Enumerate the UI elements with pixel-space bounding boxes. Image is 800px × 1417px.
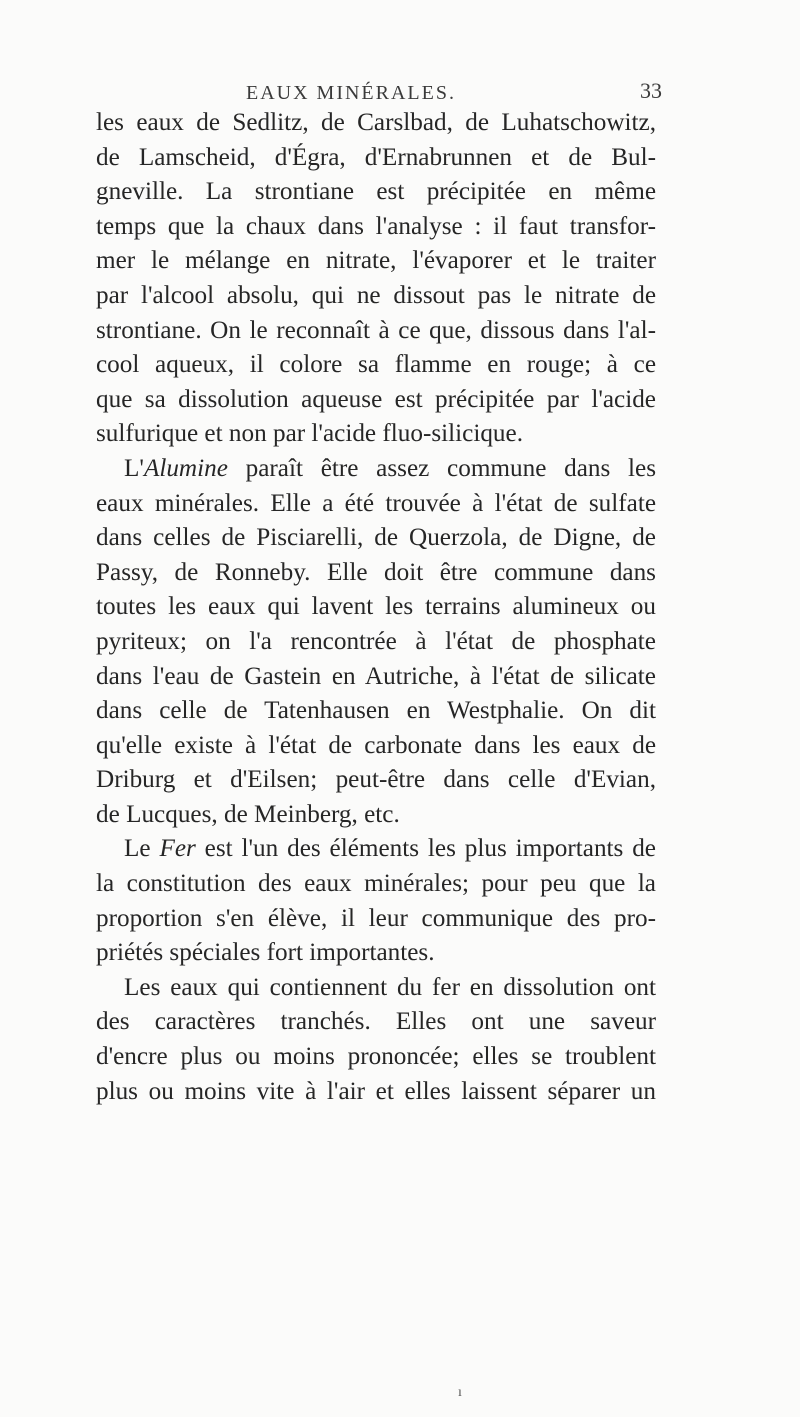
text-line: mer le mélange en nitrate, l'évaporer et le traiter [96, 247, 656, 275]
text-line: de Lucques, de Meinberg, etc. [96, 800, 400, 828]
text-line: des caractères tranchés. Elles ont une saveur [96, 1008, 656, 1036]
text-line: temps que la chaux dans l'analyse : il faut transfor- [96, 212, 656, 240]
text-line: Passy, de Ronneby. Elle doit être commune dans [96, 558, 656, 586]
text-line: plus ou moins vite à l'air et elles laissent séparer un [96, 1077, 656, 1105]
text-line: gneville. La strontiane est précipitée en même [96, 178, 656, 206]
text-line: cool aqueux, il colore sa flamme en rouge; à ce [96, 351, 656, 379]
text-line: la constitution des eaux minérales; pour peu que la [96, 870, 656, 898]
text-line: toutes les eaux qui lavent les terrains alumineux ou [96, 593, 656, 621]
text-line: priétés spéciales fort importantes. [96, 939, 435, 967]
term-fer: Fer [159, 835, 196, 863]
term-alumine: Alumine [143, 454, 228, 482]
paragraph-start-fer: Le Fer est l'un des éléments les plus importants de [124, 835, 656, 863]
text-line: dans celle de Tatenhausen en Westphalie. On dit [96, 697, 656, 725]
text-line: sulfurique et non par l'acide fluo-silicique. [96, 420, 523, 448]
text-line: que sa dissolution aqueuse est précipitée par l'acide [96, 385, 656, 413]
text-line: de Lamscheid, d'Égra, d'Ernabrunnen et de Bul- [96, 143, 656, 171]
running-head: EAUX MINÉRALES. [246, 82, 456, 104]
page-number: 33 [640, 78, 662, 103]
text-line: dans l'eau de Gastein en Autriche, à l'état de silicate [96, 662, 656, 690]
footer-mark: ı [458, 1385, 462, 1400]
text-line: qu'elle existe à l'état de carbonate dans les eaux de [96, 731, 656, 759]
body-text [96, 106, 656, 1109]
text-line: eaux minérales. Elle a été trouvée à l'état de sulfate [96, 489, 656, 517]
text-line: strontiane. On le reconnaît à ce que, dissous dans l'al- [96, 316, 656, 344]
text-line: les eaux de Sedlitz, de Carslbad, de Luhatschowitz, [96, 109, 656, 136]
text-line: par l'alcool absolu, qui ne dissout pas le nitrate de [96, 281, 656, 309]
text-line: dans celles de Pisciarelli, de Querzola, de Digne, de [96, 524, 656, 552]
paragraph-start-eaux: Les eaux qui contiennent du fer en dissolution ont [124, 973, 656, 1001]
text-line: d'encre plus ou moins prononcée; elles se troublent [96, 1043, 656, 1071]
text-line: Driburg et d'Eilsen; peut-être dans celle d'Evian, [96, 766, 656, 794]
text-line: pyriteux; on l'a rencontrée à l'état de phosphate [96, 627, 656, 655]
text-line: proportion s'en élève, il leur communique des pro- [96, 904, 656, 932]
paragraph-start-alumine: L'Alumine paraît être assez commune dans les [124, 454, 656, 482]
